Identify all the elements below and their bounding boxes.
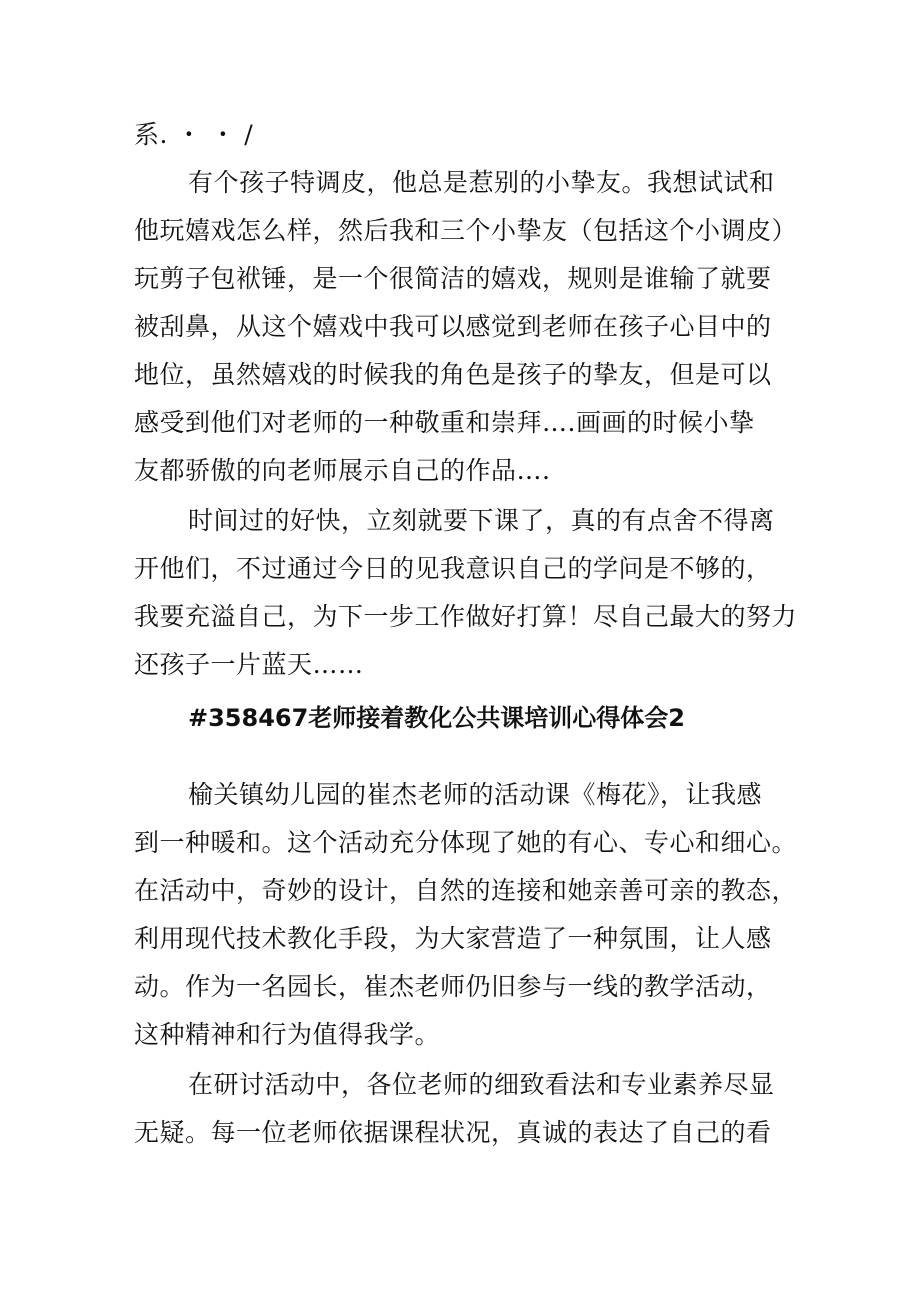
section-heading: #358467老师接着教化公共课培训心得体会2 — [188, 704, 686, 732]
text-line: 利用现代技术教化手段，为大家营造了一种氛围，让人感 — [134, 924, 772, 953]
text-line: 玩剪子包袱锤，是一个很简洁的嬉戏，规则是谁输了就要 — [134, 264, 772, 293]
text-line: 有个孩子特调皮，他总是惹别的小挚友。我想试试和 — [188, 168, 775, 197]
text-line: 被刮鼻，从这个嬉戏中我可以感觉到老师在孩子心目中的 — [134, 312, 772, 341]
text-line: 我要充溢自己，为下一步工作做好打算！尽自己最大的努力 — [134, 602, 798, 631]
text-line: 在研讨活动中，各位老师的细致看法和专业素养尽显 — [188, 1070, 775, 1099]
text-line: 感受到他们对老师的一种敬重和崇拜….画画的时候小挚 — [134, 408, 755, 437]
text-line: 开他们，不过通过今日的见我意识自己的学问是不够的， — [134, 554, 772, 583]
text-line: 到一种暖和。这个活动充分体现了她的有心、专心和细心。 — [134, 828, 798, 857]
text-line: 在活动中，奇妙的设计，自然的连接和她亲善可亲的教态， — [134, 876, 798, 905]
text-line: 这种精神和行为值得我学。 — [134, 1020, 441, 1049]
text-line: 他玩嬉戏怎么样，然后我和三个小挚友（包括这个小调皮） — [134, 216, 798, 245]
text-line: 时间过的好快，立刻就要下课了，真的有点舍不得离 — [188, 506, 775, 535]
text-line: 还孩子一片蓝天…… — [134, 650, 364, 679]
text-line: 地位，虽然嬉戏的时候我的角色是孩子的挚友，但是可以 — [134, 360, 772, 389]
text-line: 动。作为一名园长，崔杰老师仍旧参与一线的教学活动， — [134, 972, 772, 1001]
text-line: 榆关镇幼儿园的崔杰老师的活动课《梅花》，让我感 — [188, 780, 763, 809]
text-line: 系. ・ ・ / — [134, 120, 254, 149]
text-line: 无疑。每一位老师依据课程状况，真诚的表达了自己的看 — [134, 1118, 772, 1147]
text-line: 友都骄傲的向老师展示自己的作品…. — [134, 456, 551, 485]
